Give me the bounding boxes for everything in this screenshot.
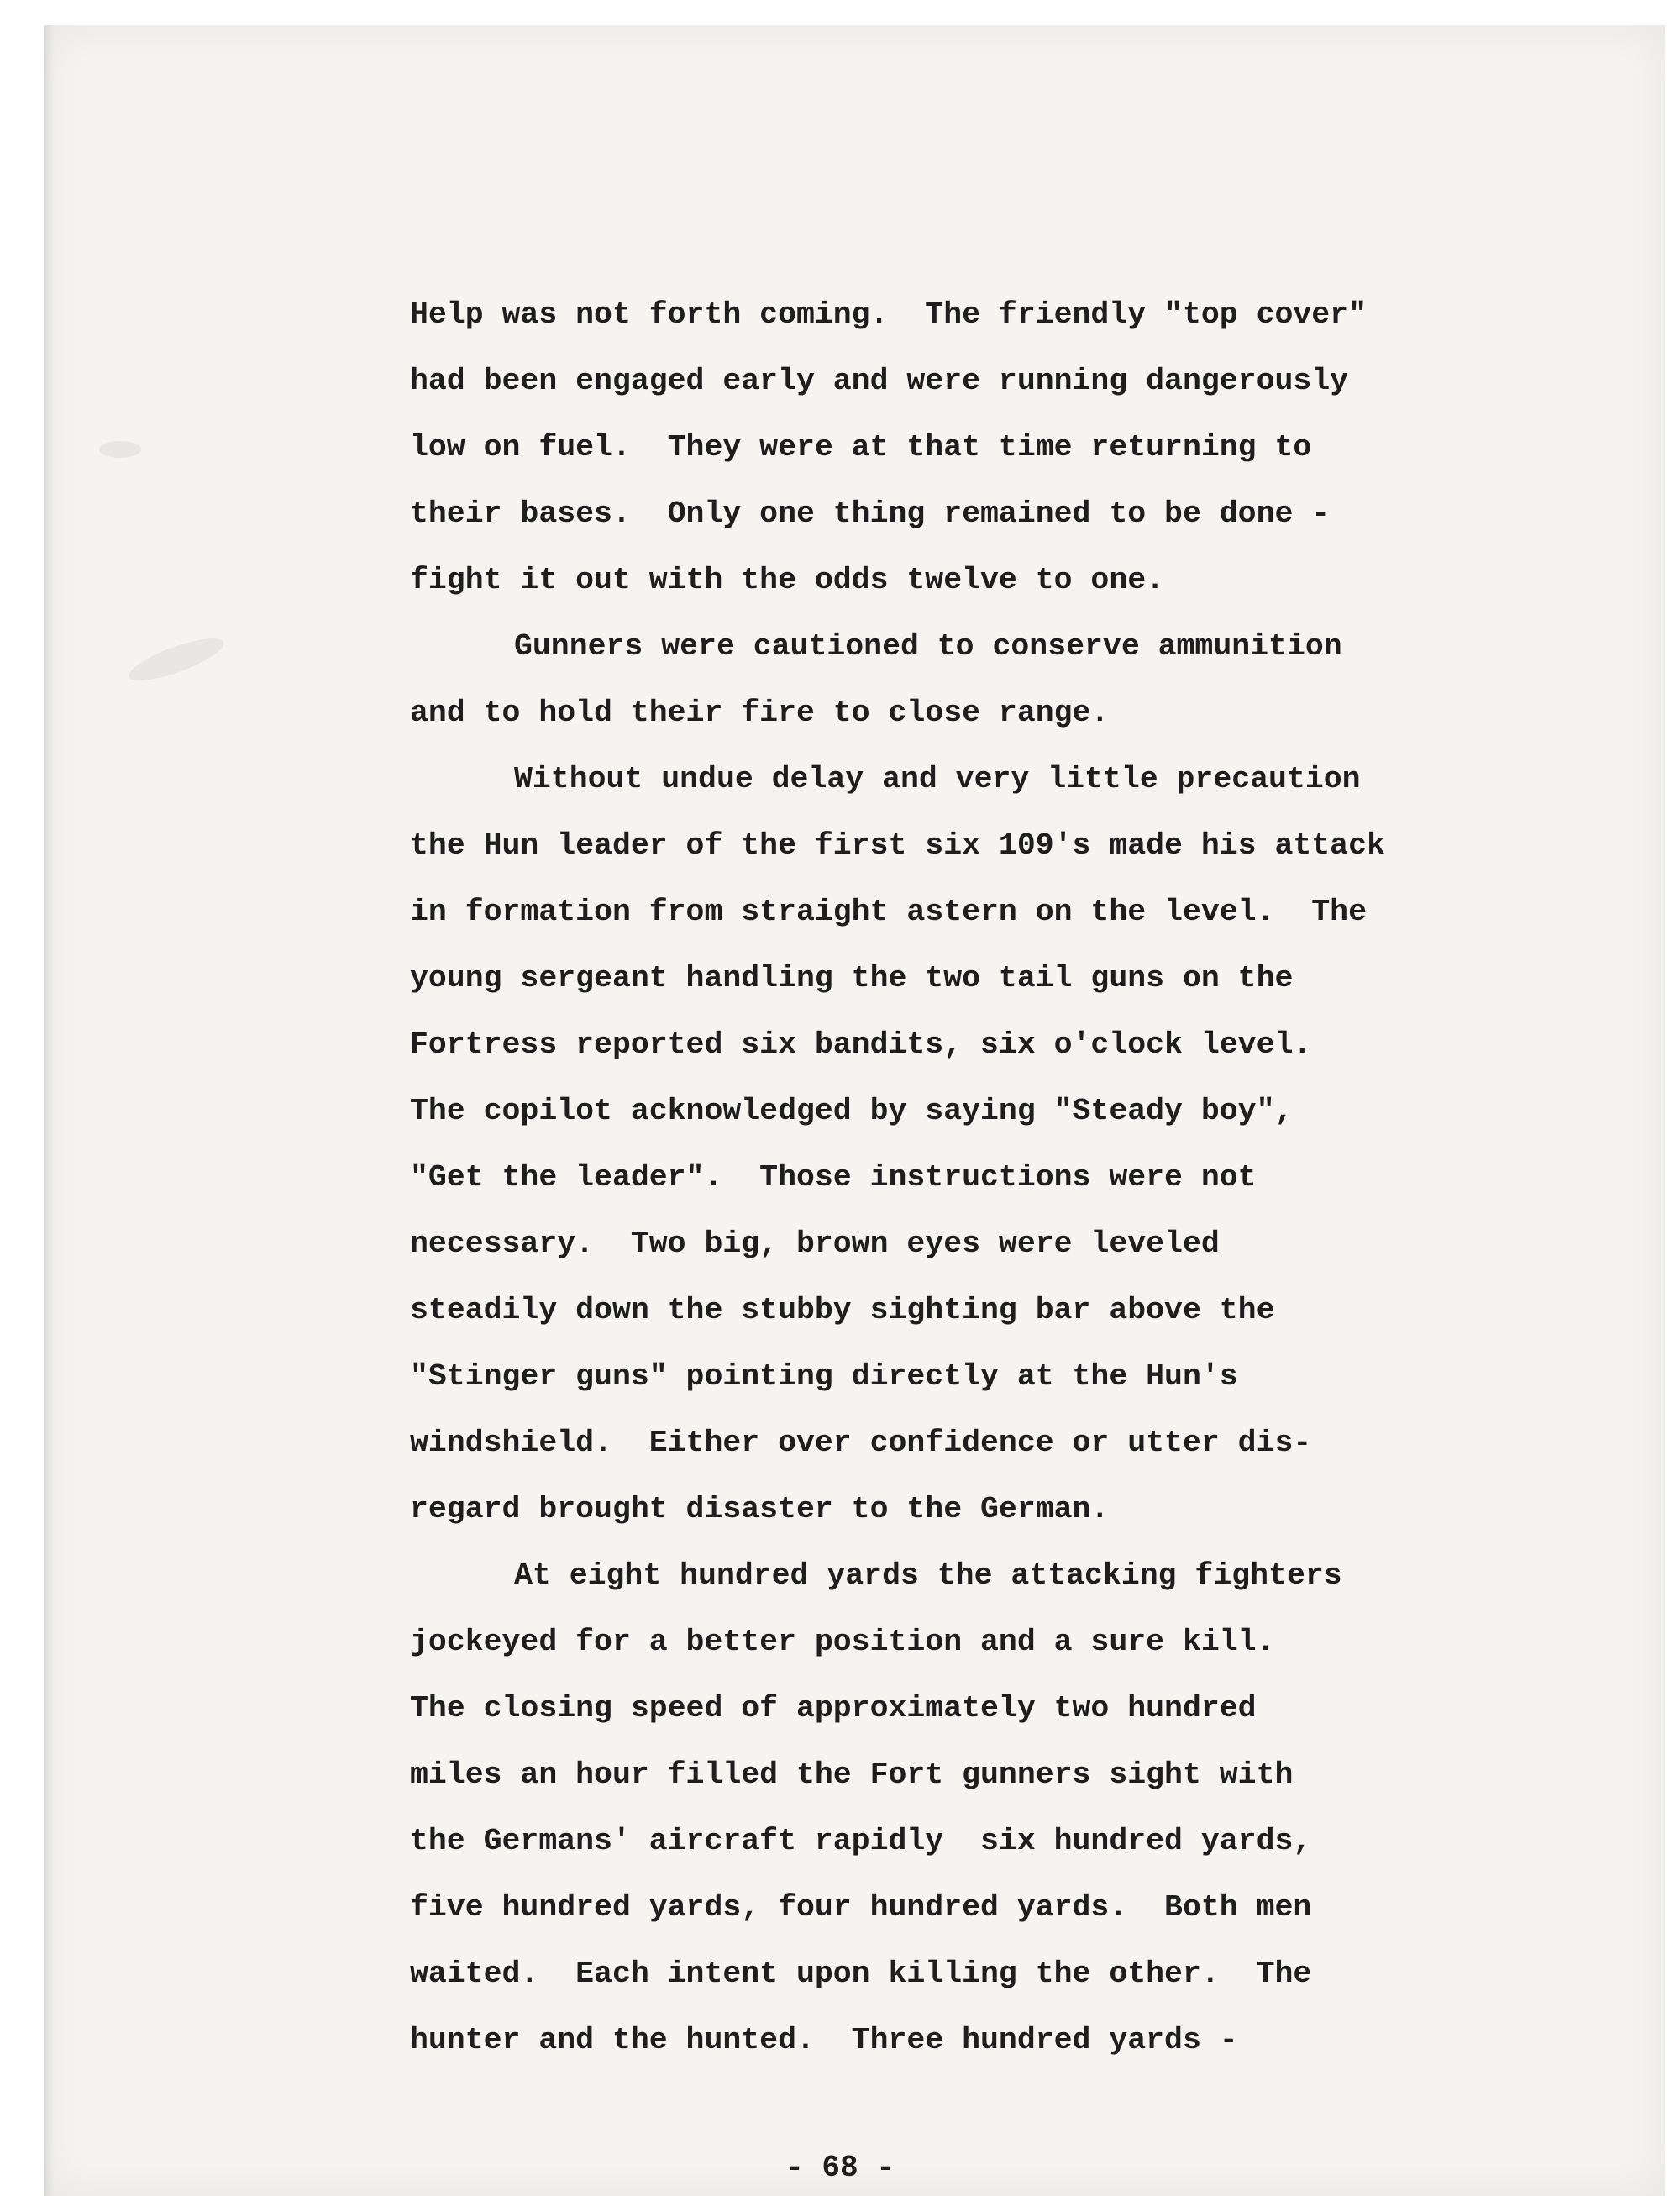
- paragraph: [410, 613, 1569, 746]
- text-line: the Hun leader of the first six 109's made his attack: [410, 828, 1385, 863]
- text-line: At eight hundred yards the attacking fighters: [514, 1558, 1342, 1593]
- text-line: Help was not forth coming. The friendly "top cover": [410, 297, 1367, 332]
- text-line: young sergeant handling the two tail guns on the: [410, 961, 1294, 996]
- text-line: waited. Each intent upon killing the other. The: [410, 1957, 1312, 1991]
- text-line: necessary. Two big, brown eyes were leveled: [410, 1227, 1220, 1261]
- text-line: "Get the leader". Those instructions were not: [410, 1160, 1257, 1195]
- paper-edge-shadow: [44, 25, 54, 2196]
- text-line: hunter and the hunted. Three hundred yards -: [410, 2023, 1238, 2057]
- text-line: "Stinger guns" pointing directly at the Hun's: [410, 1359, 1238, 1394]
- page-number: - 68 -: [785, 2151, 895, 2185]
- text-line: The copilot acknowledged by saying "Steady boy",: [410, 1094, 1294, 1128]
- document-body: [410, 281, 1569, 2073]
- text-line: The closing speed of approximately two hundred: [410, 1691, 1257, 1726]
- text-line: miles an hour filled the Fort gunners sight with: [410, 1757, 1294, 1792]
- text-line: five hundred yards, four hundred yards. Both men: [410, 1890, 1312, 1925]
- paragraph: [410, 746, 1569, 1542]
- text-line: Without undue delay and very little precaution: [514, 762, 1361, 796]
- text-line: low on fuel. They were at that time returning to: [410, 430, 1312, 465]
- text-line: steadily down the stubby sighting bar above the: [410, 1293, 1275, 1327]
- paragraph: [410, 281, 1569, 613]
- text-line: the Germans' aircraft rapidly six hundred yards,: [410, 1824, 1312, 1858]
- ink-smudge: [99, 441, 141, 458]
- paragraph: [410, 1542, 1569, 2073]
- text-line: in formation from straight astern on the level. The: [410, 895, 1367, 929]
- text-line: regard brought disaster to the German.: [410, 1492, 1110, 1526]
- text-line: windshield. Either over confidence or utter dis-: [410, 1426, 1312, 1460]
- text-line: had been engaged early and were running dangerously: [410, 364, 1349, 398]
- text-line: Fortress reported six bandits, six o'clock level.: [410, 1027, 1312, 1062]
- text-line: fight it out with the odds twelve to one.: [410, 563, 1165, 597]
- text-line: Gunners were cautioned to conserve ammunition: [514, 629, 1342, 664]
- text-line: their bases. Only one thing remained to be done -: [410, 496, 1331, 531]
- text-line: and to hold their fire to close range.: [410, 696, 1110, 730]
- text-line: jockeyed for a better position and a sure kill.: [410, 1625, 1275, 1659]
